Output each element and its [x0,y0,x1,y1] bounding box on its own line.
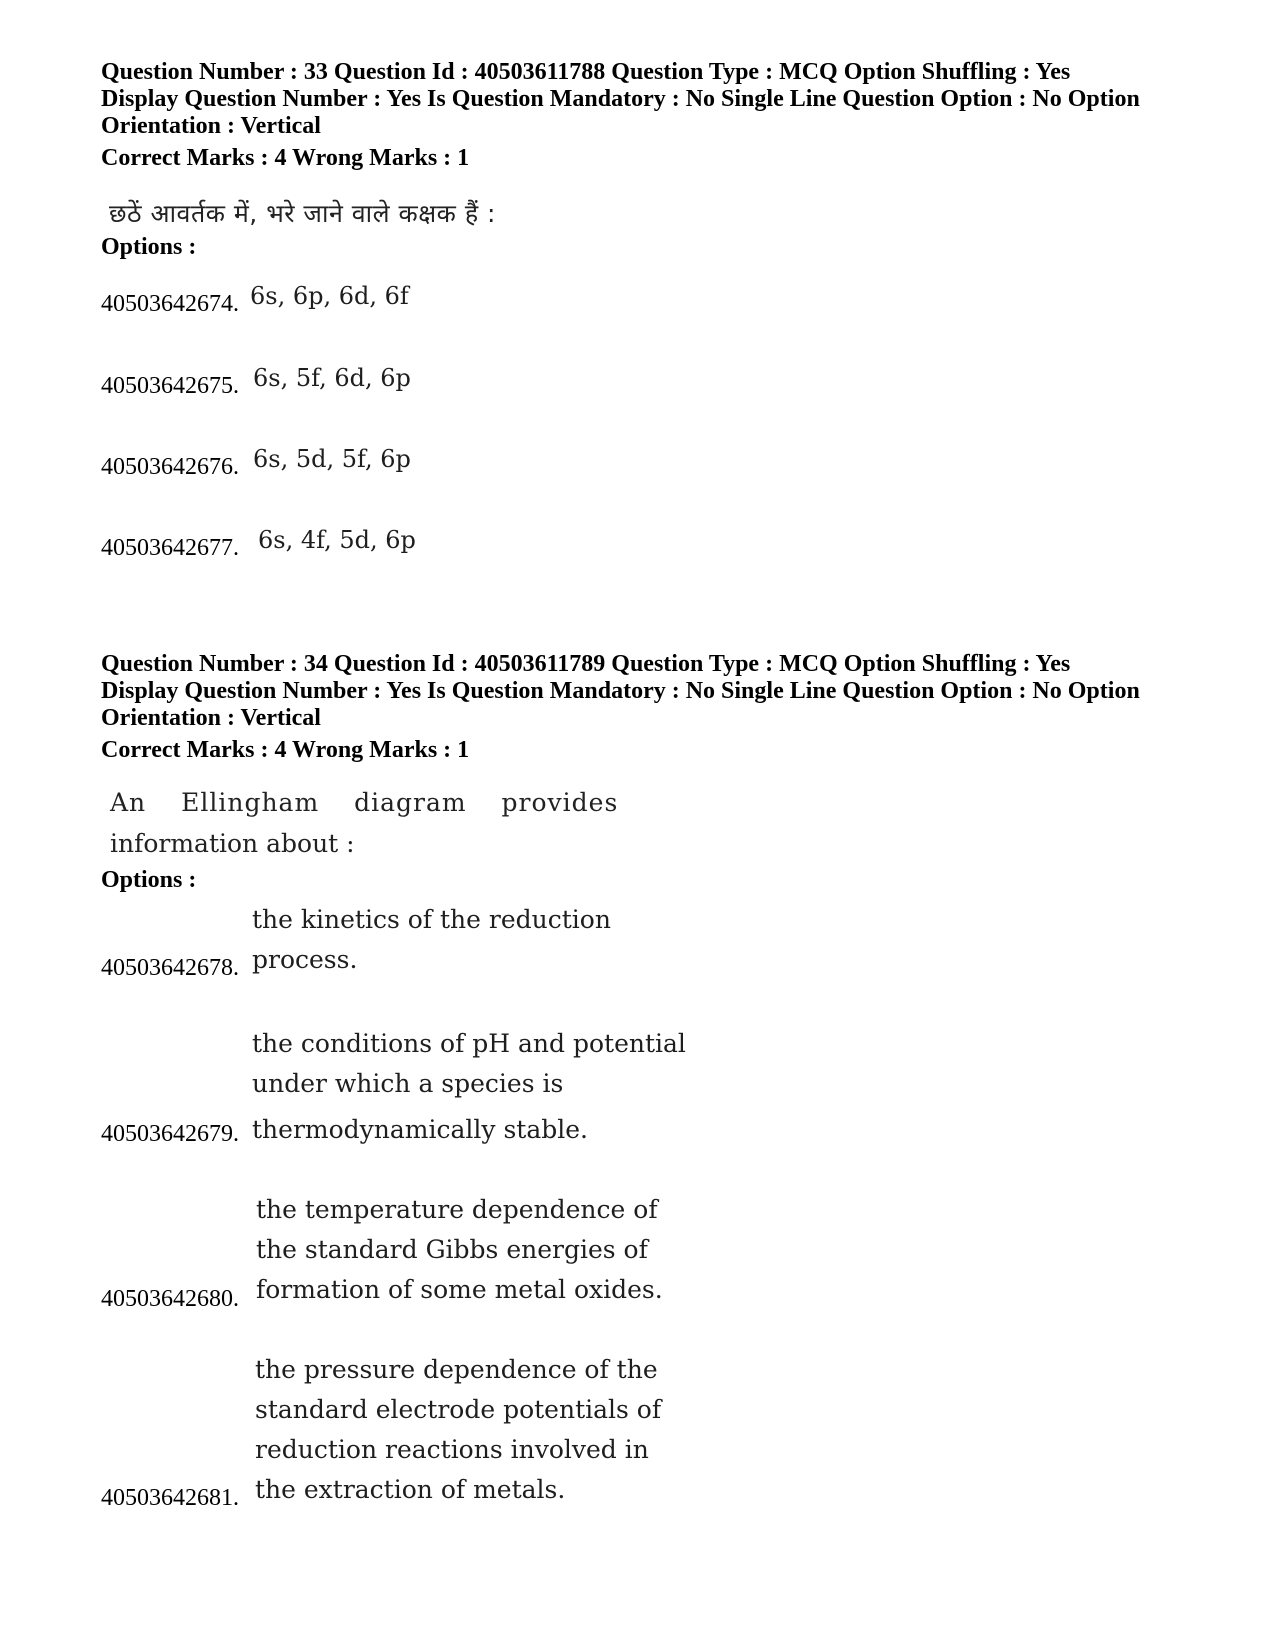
question-header-line-1: Question Number : 34 Question Id : 40503611789 Question Type : MCQ Option Shuffling : Yes [101,651,1071,677]
option-text: 6s, 4f, 5d, 6p [258,526,416,554]
question-text: छठें आवर्तक में, भरे जाने वाले कक्षक हैं : [109,199,496,228]
question-marks: Correct Marks : 4 Wrong Marks : 1 [101,145,470,171]
question-header-line-1: Question Number : 33 Question Id : 40503611788 Question Type : MCQ Option Shuffling : Yes [101,59,1071,85]
question-header-line-2: Display Question Number : Yes Is Question Mandatory : No Single Line Question Option : No Option [101,678,1140,704]
option-text: the pressure dependence of the standard electrode potentials of reduction reactions involved in the extraction of metals. [255,1355,662,1504]
option-text: 6s, 5d, 5f, 6p [253,445,411,473]
option-id: 40503642680. [101,1286,239,1312]
question-text-line-1: An Ellingham diagram provides [110,788,619,817]
option-text: the conditions of pH and potential under which a species is thermodynamically stable. [252,1029,686,1144]
option-id: 40503642681. [101,1485,239,1511]
option-id: 40503642675. [101,373,239,399]
option-id: 40503642677. [101,535,239,561]
question-text-line-2: information about : [110,829,355,858]
question-marks: Correct Marks : 4 Wrong Marks : 1 [101,737,470,763]
option-text: 6s, 6p, 6d, 6f [250,282,409,310]
option-text: the temperature dependence of the standard Gibbs energies of formation of some metal oxides. [256,1195,663,1304]
question-header-line-3: Orientation : Vertical [101,705,321,731]
option-id: 40503642676. [101,454,239,480]
option-text: 6s, 5f, 6d, 6p [253,364,411,392]
options-label: Options : [101,234,197,260]
option-id: 40503642679. [101,1121,239,1147]
option-text: the kinetics of the reduction process. [252,905,611,974]
option-id: 40503642678. [101,955,239,981]
question-header-line-3: Orientation : Vertical [101,113,321,139]
options-label: Options : [101,867,197,893]
question-header-line-2: Display Question Number : Yes Is Question Mandatory : No Single Line Question Option : No Option [101,86,1140,112]
option-id: 40503642674. [101,291,239,317]
